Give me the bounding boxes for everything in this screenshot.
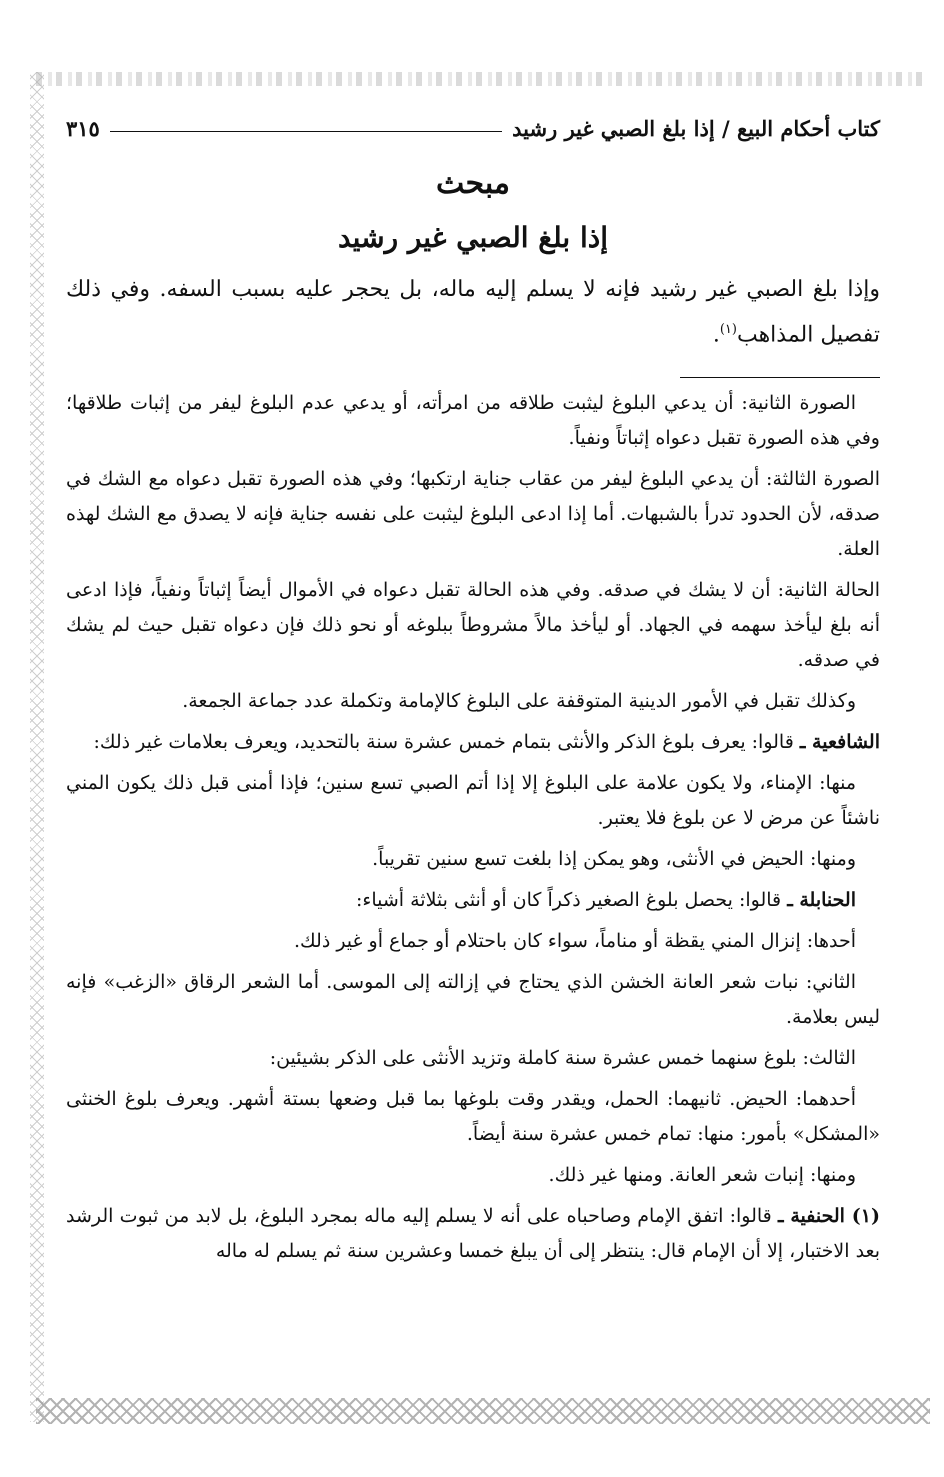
footnote-text: الصورة الثانية: أن يدعي البلوغ ليثبت طلاقه من امرأته، أو يدعي عدم البلوغ ليفر من إثبات طلاقها؛ وفي هذه الصورة تقبل دعواه إثباتاً ونفياً. [66,392,880,450]
footnote-paragraph [66,684,880,719]
footnote-text: ومنها: الحيض في الأنثى، وهو يمكن إذا بلغت تسع سنين تقريباً. [372,848,856,871]
footnote-text: قالوا: يعرف بلوغ الذكر والأنثى بتمام خمس عشرة سنة بالتحديد، ويعرف بعلامات غير ذلك: [93,731,800,754]
footnote-paragraph [66,1082,880,1152]
footnotes [66,386,880,1269]
footnote-paragraph [66,965,880,1035]
footnote-paragraph [66,924,880,959]
footnote-paragraph [66,386,880,456]
footnote-paragraph [66,573,880,678]
page-number: ٣١٥ [66,115,100,141]
decorative-border-bottom [36,1398,930,1424]
footnote-text: الحالة الثانية: أن لا يشك في صدقه. وفي هذه الحالة تقبل دعواه في الأموال أيضاً إثباتاً ونفياً، فإذا ادعى أنه بلغ ليأخذ سهمه في الجهاد. أو ليأخذ مالاً مشروطاً ببلوغه أو نحو ذلك فإن دعواه تقبل حيث لم يشك في صدقه. [66,579,881,672]
header-rule [110,131,502,132]
footnote-paragraph [66,1158,880,1193]
main-paragraph [66,270,880,355]
footnote-paragraph [66,766,880,836]
footnote-text: الصورة الثالثة: أن يدعي البلوغ ليفر من عقاب جناية ارتكبها؛ وفي هذه الصورة تقبل دعواه مع الشك في صدقه، لأن الحدود تدرأ بالشبهات. أما إذا ادعى البلوغ ليثبت على نفسه جناية فإنه لا يصدق مع الشك لهذه العلة. [66,468,880,561]
main-paragraph-text: وإذا بلغ الصبي غير رشيد فإنه لا يسلم إليه ماله، بل يحجر عليه بسبب السفه. وفي ذلك تفصيل المذاهب [66,277,880,348]
footnote-paragraph [66,725,880,760]
running-header [66,108,880,148]
footnote-separator [680,377,880,378]
footnote-paragraph [66,842,880,877]
footnote-text: قالوا: يحصل بلوغ الصغير ذكراً كان أو أنثى بثلاثة أشياء: [356,889,788,912]
footnote-text: الثاني: نبات شعر العانة الخشن الذي يحتاج في إزالته إلى الموسى. أما الشعر الرقاق «الزغب» فإنه ليس بعلامة. [66,971,880,1029]
footnote-reference: (١) [719,322,737,337]
running-title: كتاب أحكام البيع / إذا بلغ الصبي غير رشيد [512,115,880,141]
section-title: إذا بلغ الصبي غير رشيد [337,221,609,254]
footnote-lead: (١) الحنفية ـ [777,1205,880,1228]
main-paragraph-end: . [712,322,720,348]
decorative-border-top [36,72,926,86]
footnote-text: منها: الإمناء، ولا يكون علامة على البلوغ إلا إذا أتم الصبي تسع سنين؛ فإذا أمنى قبل ذلك يكون المني ناشئاً عن مرض لا عن بلوغ فلا يعتبر. [66,772,880,830]
section-heading: مبحث [436,166,510,201]
footnote-paragraph [66,883,880,918]
footnote-lead: الشافعية ـ [799,731,880,754]
book-page [66,108,880,1275]
footnote-lead: الحنابلة ـ [787,889,856,912]
footnote-text: الثالث: بلوغ سنهما خمس عشرة سنة كاملة وتزيد الأنثى على الذكر بشيئين: [269,1047,856,1070]
footnote-text: أحدها: إنزال المني يقظة أو مناماً، سواء كان باحتلام أو جماع أو غير ذلك. [293,930,856,953]
footnote-text: أحدهما: الحيض. ثانيهما: الحمل، ويقدر وقت بلوغها بما قبل وضعها بستة أشهر. ويعرف بلوغ الخنثى «المشكل» بأمور: منها: تمام خمس عشرة سنة أيضاً. [66,1088,880,1146]
footnote-paragraph [66,1199,880,1269]
footnote-text: وكذلك تقبل في الأمور الدينية المتوقفة على البلوغ كالإمامة وتكملة عدد جماعة الجمعة. [182,690,856,713]
footnote-text: ومنها: إنبات شعر العانة. ومنها غير ذلك. [548,1164,856,1187]
footnote-paragraph [66,462,880,567]
decorative-border-left [30,72,44,1422]
footnote-paragraph [66,1041,880,1076]
footnote-text: قالوا: اتفق الإمام وصاحباه على أنه لا يسلم إليه ماله بمجرد البلوغ، بل لابد من ثبوت الرشد بعد الاختبار، إلا أن الإمام قال: ينتظر إلى أن يبلغ خمسا وعشرين سنة ثم يسلم له ماله [66,1205,880,1263]
